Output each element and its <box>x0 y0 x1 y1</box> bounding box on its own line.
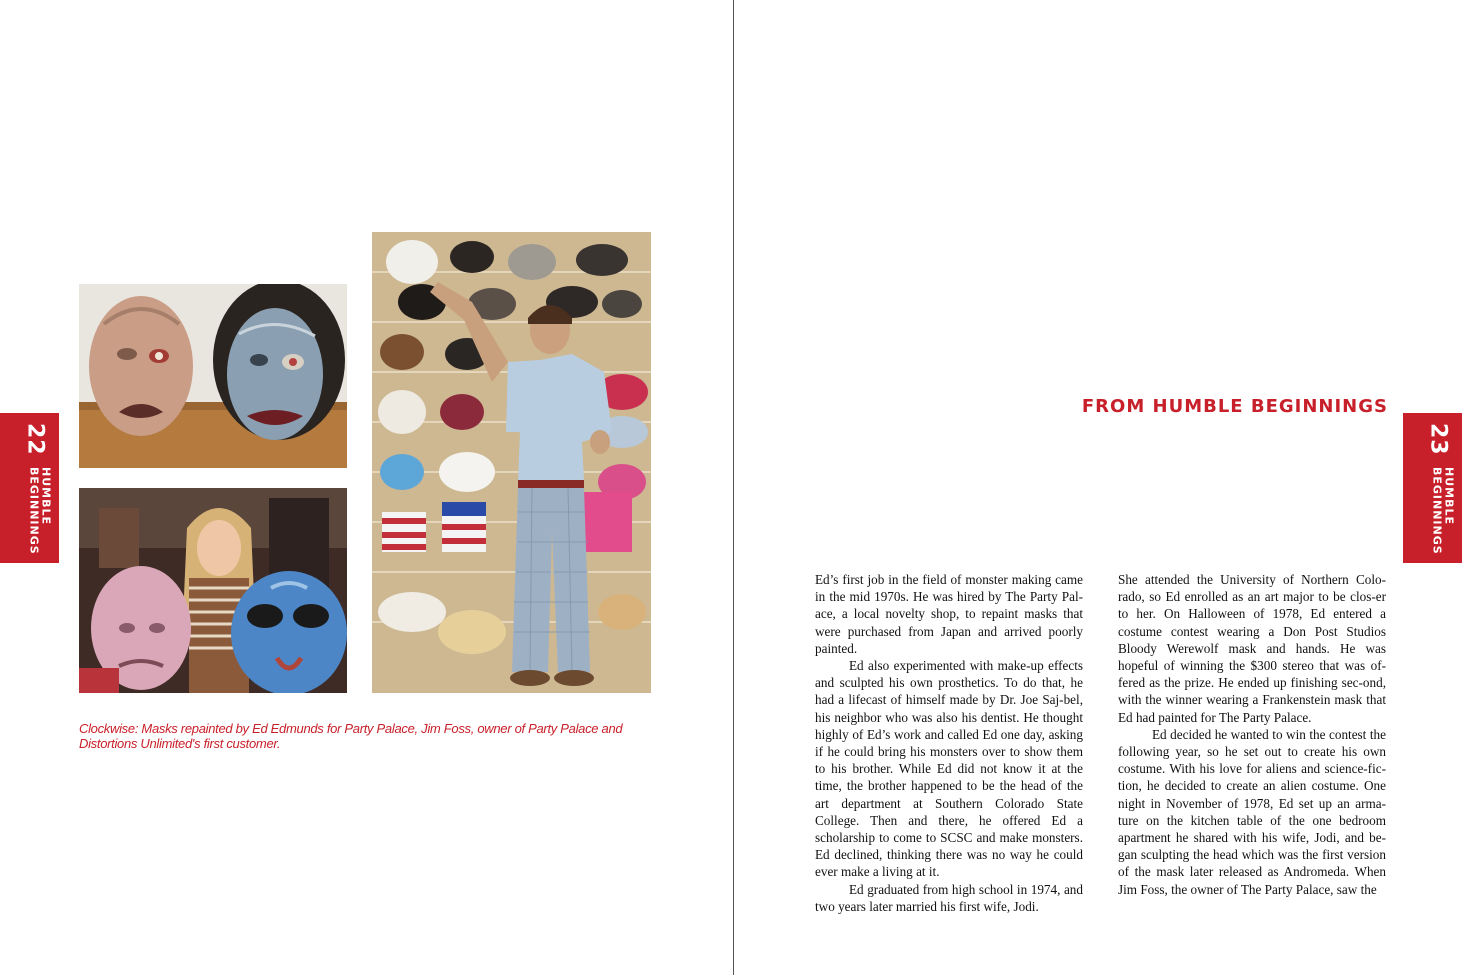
section-label: HUMBLE BEGINNINGS <box>27 467 52 555</box>
paragraph: Ed also experimented with make-up effects and sculpted his own prosthetics. To do that, he had a lifecast of himself made by Dr. Joe Saj-bel, his neighbor who was also his dentist. He thought highly of Ed’s work and called Ed one day, asking if he could bring his monsters over to show them to his brother. While Ed did not know it at the time, the brother happened to be the head of the art department at Southern Colorado State College. Then and there, he offered Ed a scholarship to come to SCSC and make monsters. Ed declined, thinking there was no way he could ever make a living at it. <box>815 658 1083 880</box>
paragraph: Ed decided he wanted to win the contest the following year, so he set out to create his own costume. With his love for aliens and science-fic-tion, he decided to create an alien costume. One night in November of 1978, Ed set up an arma-ture on the kitchen table of the one bedroom apartment he shared with his wife, Jodi, and be-gan sculpting the head which was the first version of the mask later released as Andromeda. When Jim Foss, the owner of The Party Palace, saw the <box>1118 726 1386 897</box>
chapter-heading: FROM HUMBLE BEGINNINGS <box>1081 396 1388 417</box>
paragraph: She attended the University of Northern Colo-rado, so Ed enrolled as an art major to be clos-er to her. On Halloween of 1978, Ed entered a costume contest wearing a Don Post Studios Bloody Werewolf mask and hands. He was hopeful of winning the $300 stereo that was of-fered as the prize. He ended up finishing sec-ond, with the winner wearing a Frankenstein mask that Ed had painted for The Party Palace. <box>1118 572 1386 725</box>
paragraph: Ed’s first job in the field of monster making came in the mid 1970s. He was hired by The Party Pal-ace, a local novelty shop, to repaint masks that were purchased from Japan and arrived poorly painted. <box>815 572 1083 656</box>
photo-woman-with-masks <box>79 488 347 693</box>
text-column-1 <box>815 571 1083 915</box>
page-number: 23 <box>1425 423 1450 456</box>
page-tab-left <box>0 413 59 563</box>
text-column-2 <box>1118 571 1386 898</box>
paragraph: Ed graduated from high school in 1974, and two years later married his first wife, Jodi. <box>815 881 1083 914</box>
right-page <box>734 0 1462 975</box>
section-label: HUMBLE BEGINNINGS <box>1430 467 1455 555</box>
photo-jim-foss <box>372 232 651 693</box>
photo-caption: Clockwise: Masks repainted by Ed Edmunds for Party Palace, Jim Foss, owner of Party Palace and Distortions Unlimited's first customer. <box>79 721 623 751</box>
page-tab-right <box>1403 413 1462 563</box>
photo-masks <box>79 284 347 468</box>
page-number: 22 <box>22 423 47 456</box>
